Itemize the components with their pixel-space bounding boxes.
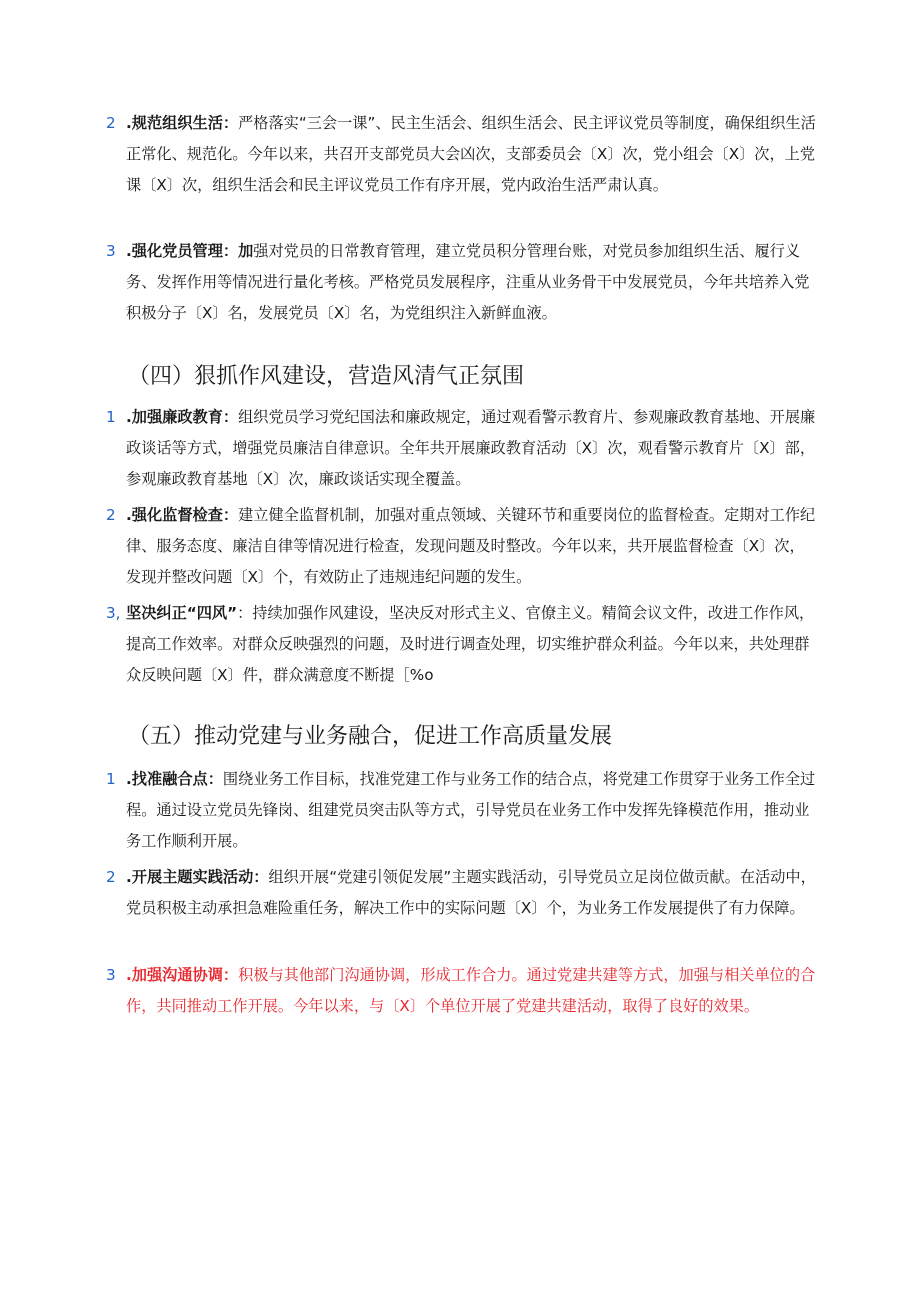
item-body: 积极与其他部门沟通协调，形成工作合力。通过党建共建等方式，加强与相关单位的合作，共同推动工作开展。今年以来，与〔X〕个单位开展了党建共建活动，取得了良好的效果。 (126, 966, 816, 1015)
section-heading-4: （四）狠抓作风建设，营造风清气正氛围 (128, 364, 525, 389)
item-title: 坚决纠正“四风” (126, 604, 238, 622)
list-item-organization-life (106, 108, 816, 201)
item-title: .找准融合点： (126, 770, 223, 788)
list-item-integrity-education (106, 402, 816, 495)
item-title: .强化监督检查： (126, 506, 239, 524)
list-item-communication (106, 960, 816, 1022)
list-item-four-winds (106, 598, 816, 691)
item-body: 强对党员的日常教育管理，建立党员积分管理台账，对党员参加组织生活、履行义务、发挥作用等情况进行量化考核。严格党员发展程序，注重从业务骨干中发展党员，今年共培养入党积极分子〔X〕名，发展党员〔X〕名，为党组织注入新鲜血液。 (126, 242, 810, 322)
item-number: 2 (106, 506, 116, 524)
item-title: .加强沟通协调： (126, 966, 239, 984)
item-number: 3 (106, 966, 116, 984)
item-body: 严格落实“三会一课”、民主生活会、组织生活会、民主评议党员等制度，确保组织生活正常化、规范化。今年以来，共召开支部党员大会凶次，支部委员会〔X〕次，党小组会〔X〕次，上党课〔X〕次，组织生活会和民主评议党员工作有序开展，党内政治生活严肃认真。 (126, 114, 816, 194)
item-body: ：持续加强作风建设，坚决反对形式主义、官僚主义。精简会议文件，改进工作作风，提高工作效率。对群众反映强烈的问题，及时进行调查处理，切实维护群众利益。今年以来，共处理群众反映问题〔X〕件，群众满意度不断提［%o (126, 604, 815, 684)
item-body: 组织党员学习党纪国法和廉政规定，通过观看警示教育片、参观廉政教育基地、开展廉政谈话等方式，增强党员廉洁自律意识。全年共开展廉政教育活动〔X〕次，观看警示教育片〔X〕部，参观廉政教育基地〔X〕次，廉政谈话实现全覆盖。 (126, 408, 816, 488)
item-body: 围绕业务工作目标，找准党建工作与业务工作的结合点，将党建工作贯穿于业务工作全过程。通过设立党员先锋岗、组建党员突击队等方式，引导党员在业务工作中发挥先锋模范作用，推动业务工作顺利开展。 (126, 770, 816, 850)
item-title: .开展主题实践活动： (126, 868, 269, 886)
list-item-member-management (106, 236, 816, 329)
item-title: .加强廉政教育： (126, 408, 239, 426)
list-item-theme-practice (106, 862, 816, 924)
section-heading-5: （五）推动党建与业务融合，促进工作高质量发展 (128, 724, 613, 749)
item-number: 2 (106, 868, 116, 886)
item-number: 3 (106, 242, 116, 260)
item-title: .强化党员管理：加 (126, 242, 254, 260)
item-body: 组织开展“党建引领促发展”主题实践活动，引导党员立足岗位做贡献。在活动中，党员积极主动承担急难险重任务，解决工作中的实际问题〔X〕个，为业务工作发展提供了有力保障。 (126, 868, 816, 917)
item-body: 建立健全监督机制，加强对重点领域、关键环节和重要岗位的监督检查。定期对工作纪律、服务态度、廉洁自律等情况进行检查，发现问题及时整改。今年以来，共开展监督检查〔X〕次，发现并整改问题〔X〕个，有效防止了违规违纪问题的发生。 (126, 506, 816, 586)
list-item-integration-point (106, 764, 816, 857)
item-number: 1 (106, 408, 116, 426)
item-number: 1 (106, 770, 116, 788)
item-title: .规范组织生活： (126, 114, 239, 132)
item-number: 2 (106, 114, 116, 132)
item-number: 3, (106, 604, 121, 622)
list-item-supervision (106, 500, 816, 593)
